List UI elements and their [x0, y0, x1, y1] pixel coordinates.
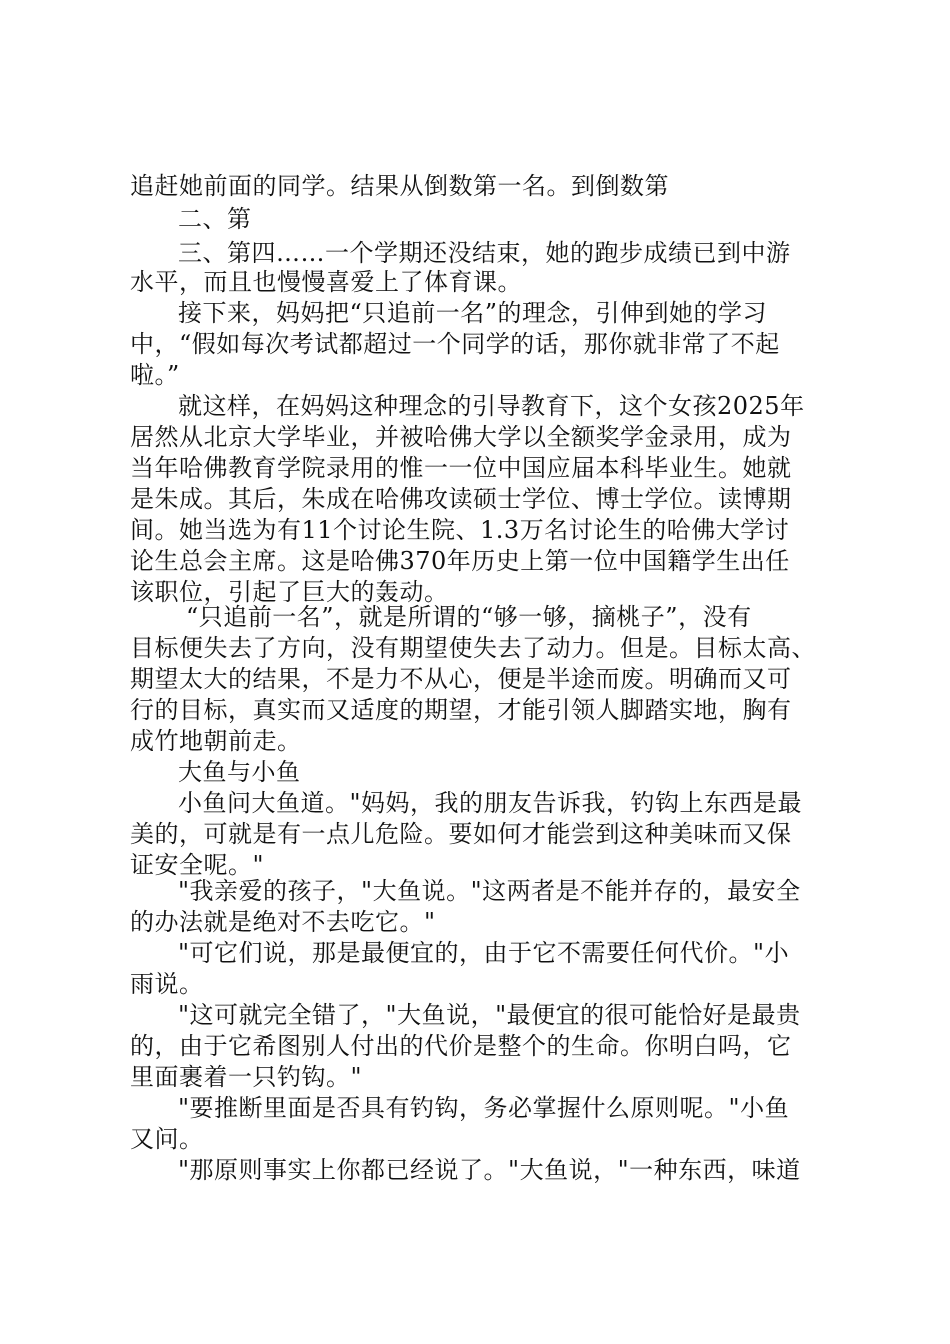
text-line: 当年哈佛教育学院录用的惟一一位中国应届本科毕业生。她就: [130, 454, 792, 482]
text-line: 又问。: [130, 1125, 204, 1153]
text-line: 雨说。: [130, 970, 204, 998]
text-line: 中，“假如每次考试都超过一个同学的话，那你就非常了不起: [130, 330, 780, 358]
text-line: "我亲爱的孩子，"大鱼说。"这两者是不能并存的，最安全: [178, 877, 801, 905]
text-line: 的，由于它希图别人付出的代价是整个的生命。你明白吗，它: [130, 1032, 792, 1060]
heading: 大鱼与小鱼: [178, 758, 301, 786]
text-line: 二、第: [178, 205, 252, 233]
text-line: 行的目标，真实而又适度的期望，才能引领人脚踏实地，胸有: [130, 696, 792, 724]
text-line: "可它们说，那是最便宜的，由于它不需要任何代价。"小: [178, 939, 790, 967]
text-line: "那原则事实上你都已经说了。"大鱼说，"一种东西，味道: [178, 1156, 801, 1184]
text-line: 接下来，妈妈把“只追前一名”的理念，引伸到她的学习: [178, 299, 768, 327]
text-line: 证安全呢。": [130, 851, 265, 879]
text-line: 里面裹着一只钓钩。": [130, 1063, 363, 1091]
text-line: 是朱成。其后，朱成在哈佛攻读硕士学位、博士学位。读博期: [130, 485, 792, 513]
text-line: 三、第四……一个学期还没结束，她的跑步成绩已到中游: [178, 239, 791, 267]
text-line: 居然从北京大学毕业，并被哈佛大学以全额奖学金录用，成为: [130, 423, 792, 451]
text-line: 该职位，引起了巨大的轰动。: [130, 578, 449, 606]
text-line: "要推断里面是否具有钓钩，务必掌握什么原则呢。"小鱼: [178, 1094, 790, 1122]
text-line: 论生总会主席。这是哈佛370年历史上第一位中国籍学生出任: [130, 547, 790, 575]
text-line: 水平，而且也慢慢喜爱上了体育课。: [130, 268, 522, 296]
text-line: "这可就完全错了，"大鱼说，"最便宜的很可能恰好是最贵: [178, 1001, 801, 1029]
text-line: 期望太大的结果，不是力不从心，便是半途而废。明确而又可: [130, 665, 792, 693]
text-line: 小鱼问大鱼道。"妈妈，我的朋友告诉我，钓钩上东西是最: [178, 789, 803, 817]
text-line: 啦。”: [130, 361, 180, 389]
text-line: 目标便失去了方向，没有期望使失去了动力。但是。目标太高、: [130, 634, 816, 662]
text-line: 间。她当选为有11个讨论生院、1.3万名讨论生的哈佛大学讨: [130, 516, 790, 544]
text-line: “只追前一名”，就是所谓的“够一够，摘桃子”，没有: [186, 603, 752, 631]
text-line: 追赶她前面的同学。结果从倒数第一名。到倒数第: [130, 172, 669, 200]
text-line: 美的，可就是有一点儿危险。要如何才能尝到这种美味而又保: [130, 820, 792, 848]
text-line: 的办法就是绝对不去吃它。": [130, 908, 436, 936]
text-line: 就这样，在妈妈这种理念的引导教育下，这个女孩2025年: [178, 392, 805, 420]
text-line: 成竹地朝前走。: [130, 727, 302, 755]
